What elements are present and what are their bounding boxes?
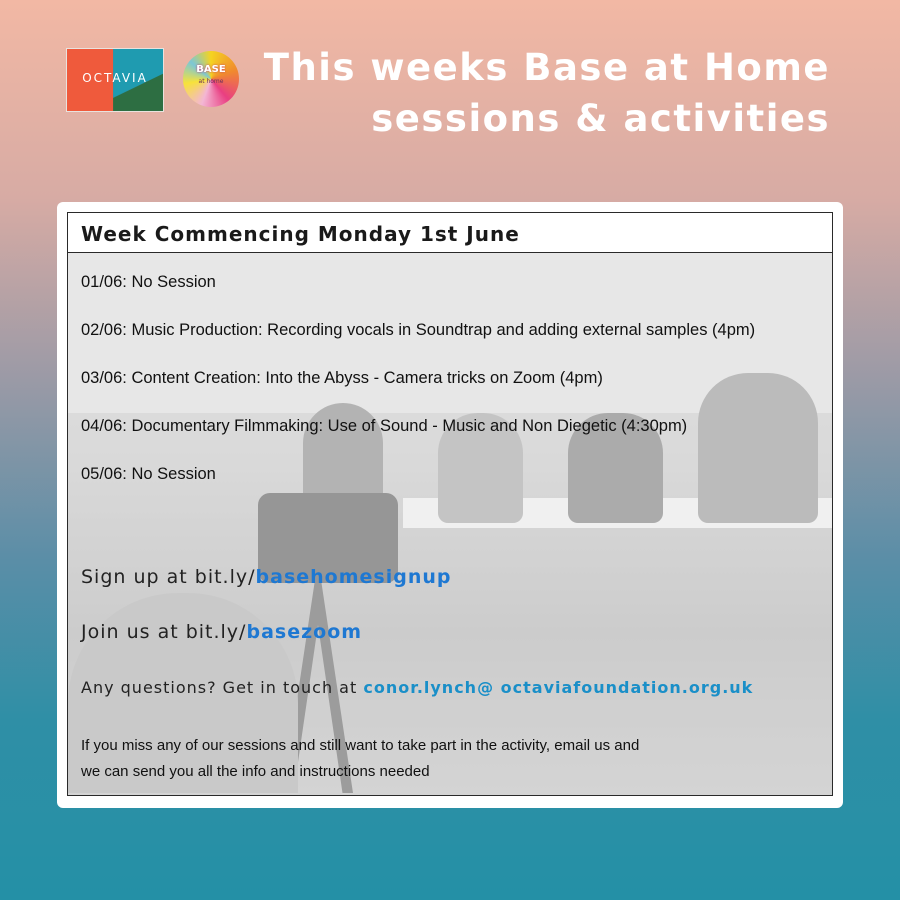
octavia-logo xyxy=(66,48,164,112)
note-line-1: If you miss any of our sessions and still want to take part in the activity, email us and xyxy=(81,737,640,754)
missed-session-note xyxy=(81,733,781,785)
signup-line xyxy=(81,566,451,588)
session-item: 01/06: No Session xyxy=(81,273,216,291)
week-title: Week Commencing Monday 1st June xyxy=(81,222,520,246)
session-item: 02/06: Music Production: Recording vocals in Soundtrap and adding external samples (4pm) xyxy=(81,321,756,339)
title-line-1: This weeks Base at Home xyxy=(263,46,830,89)
note-line-2: we can send you all the info and instructions needed xyxy=(81,763,430,780)
join-line xyxy=(81,621,362,643)
session-item: 04/06: Documentary Filmmaking: Use of Sound - Music and Non Diegetic (4:30pm) xyxy=(81,417,688,435)
signup-prefix: Sign up at bit.ly/ xyxy=(81,566,256,588)
contact-email-link[interactable]: conor.lynch@ octaviafoundation.org.uk xyxy=(363,678,754,697)
questions-prefix: Any questions? Get in touch at xyxy=(81,678,364,697)
base-at-home-logo xyxy=(183,51,239,107)
join-prefix: Join us at bit.ly/ xyxy=(81,621,247,643)
base-logo-subtext: at home xyxy=(198,78,224,85)
questions-line xyxy=(81,678,753,697)
title-line-2: sessions & activities xyxy=(371,97,830,140)
octavia-logo-text: OCTAVIA xyxy=(82,71,148,85)
page-title xyxy=(264,42,830,144)
session-list xyxy=(81,271,755,511)
week-header xyxy=(68,213,832,253)
signup-link[interactable]: basehomesignup xyxy=(255,566,452,588)
base-logo-text: BASE xyxy=(196,64,226,75)
schedule-card xyxy=(57,202,843,808)
session-item: 03/06: Content Creation: Into the Abyss - Camera tricks on Zoom (4pm) xyxy=(81,369,603,387)
schedule-frame xyxy=(67,212,833,796)
session-item: 05/06: No Session xyxy=(81,465,216,483)
zoom-link[interactable]: basezoom xyxy=(246,621,363,643)
